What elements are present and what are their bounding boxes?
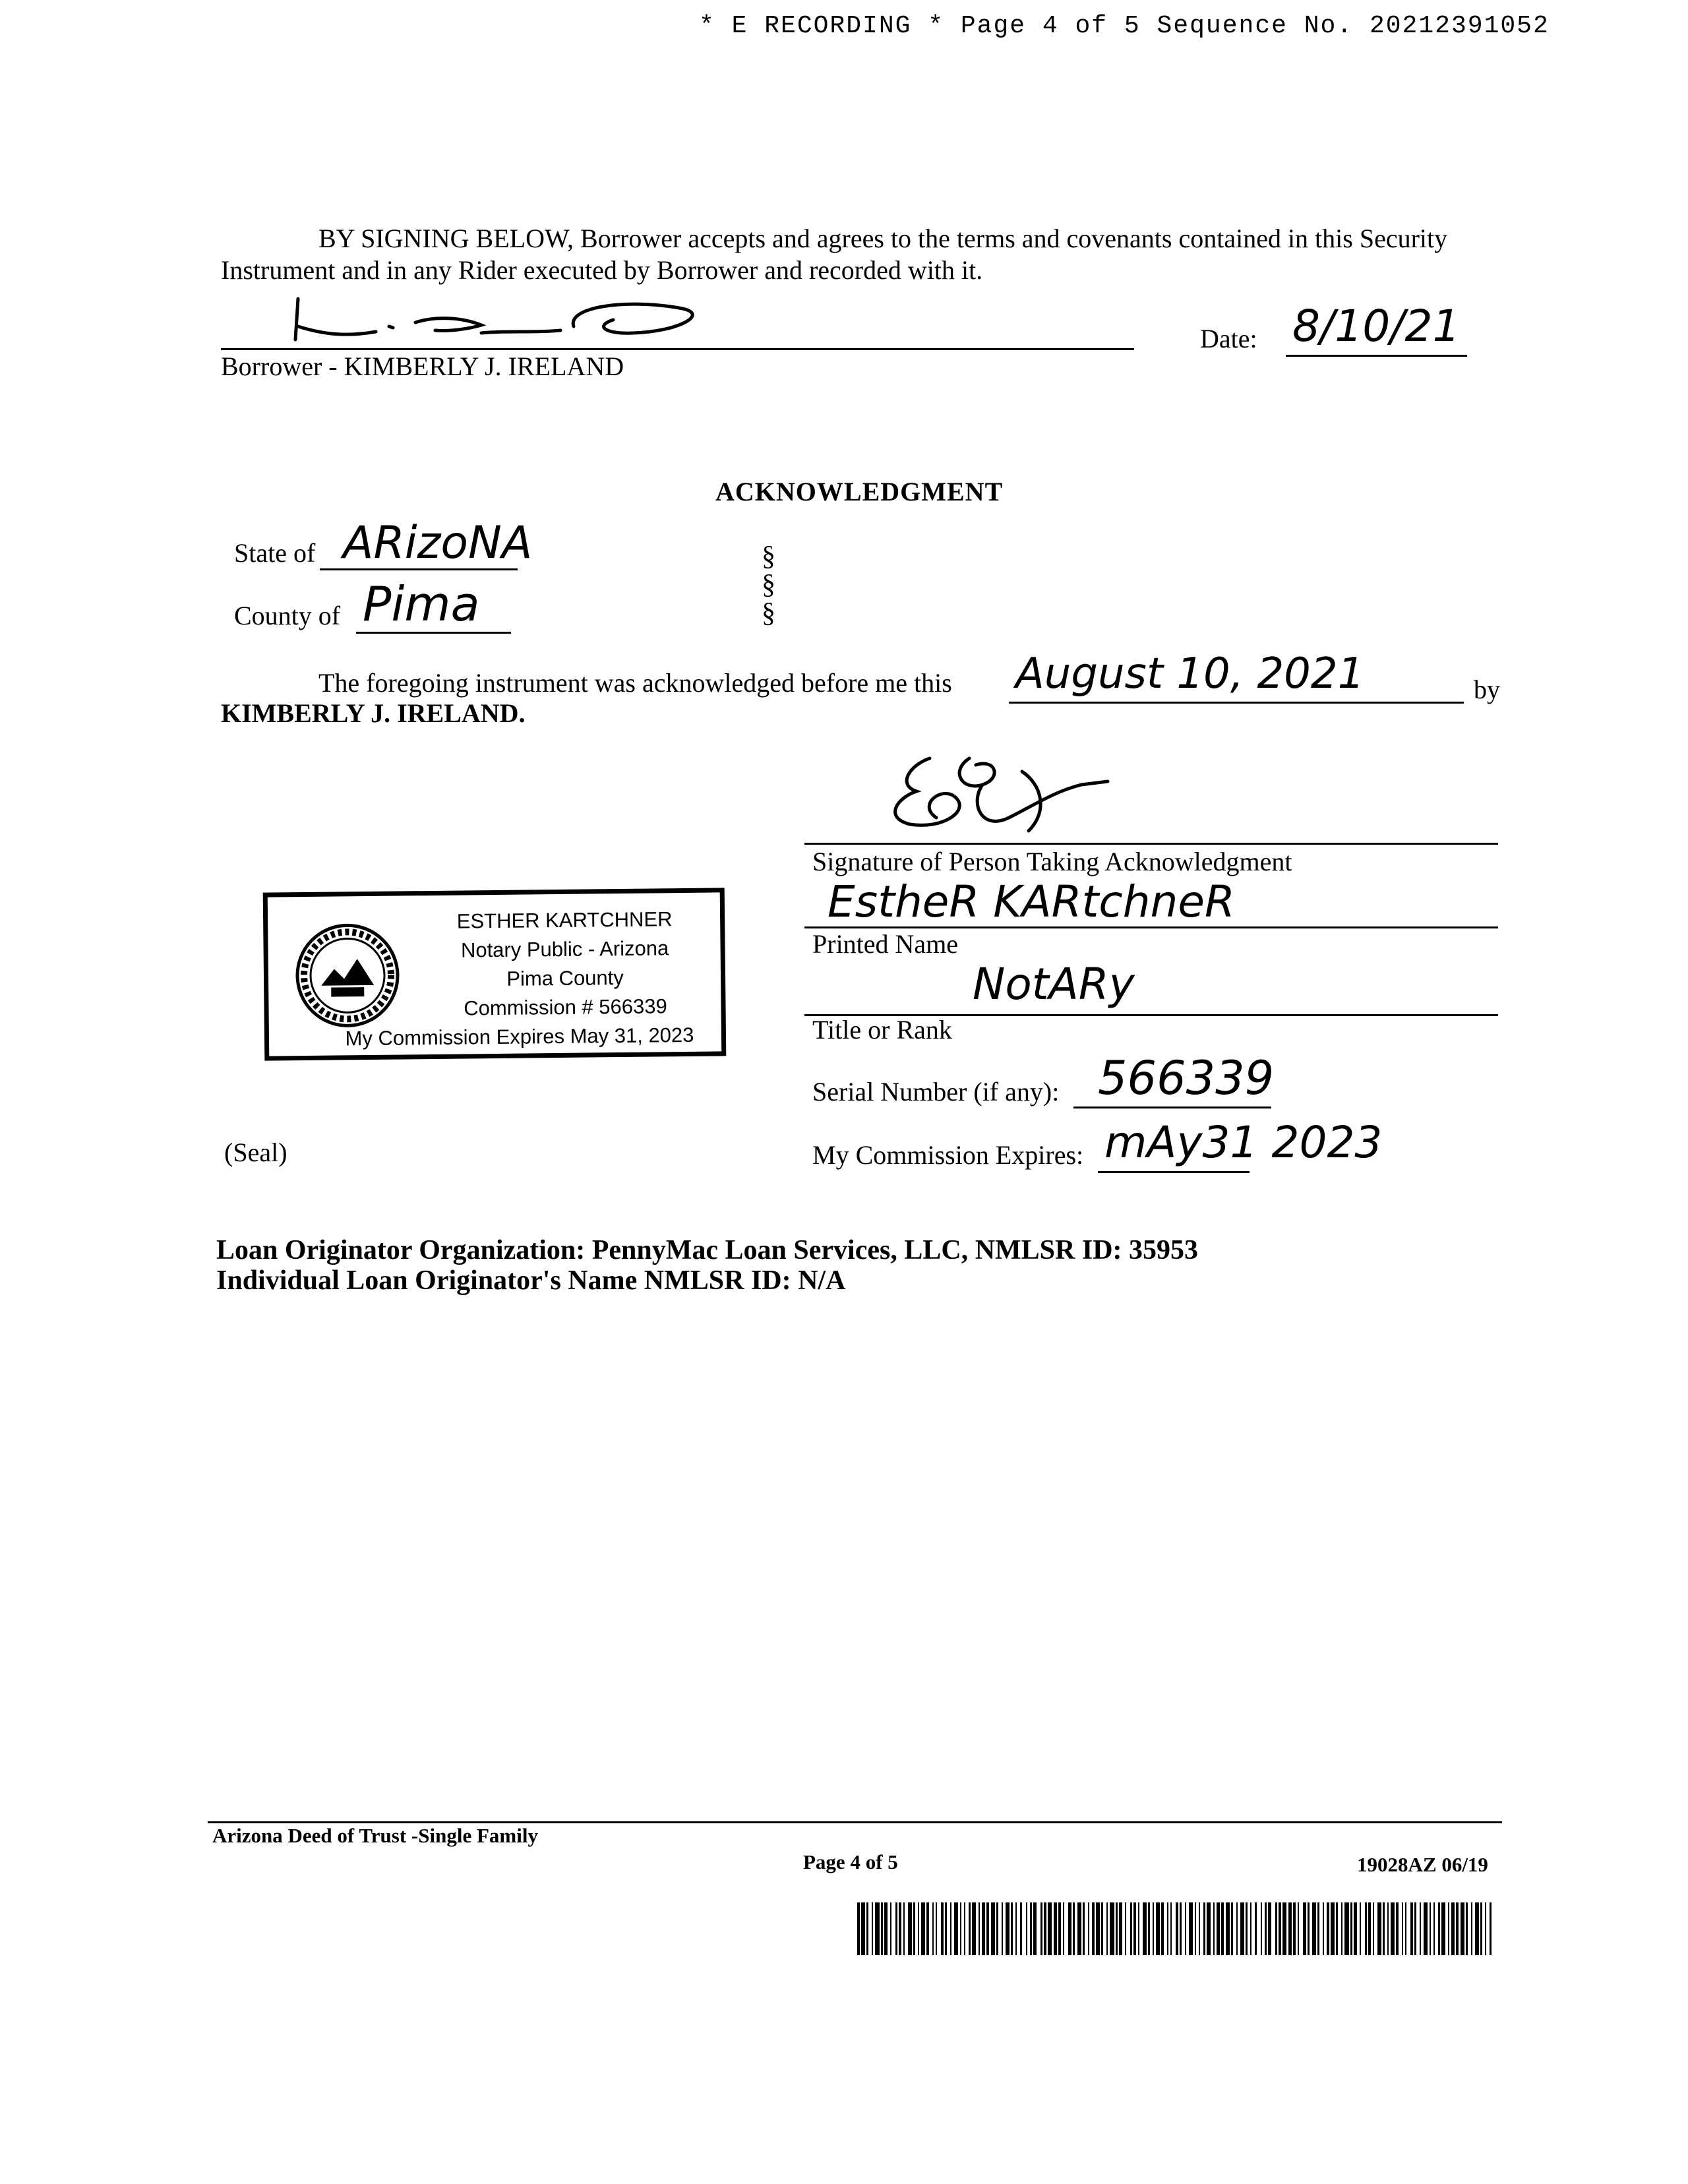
barcode-bar xyxy=(1054,1902,1057,1955)
date-label: Date: xyxy=(1200,324,1257,353)
barcode-bar xyxy=(1246,1902,1248,1955)
barcode-bar xyxy=(1101,1902,1103,1955)
barcode-bar xyxy=(1068,1902,1071,1955)
barcode-bar xyxy=(908,1902,912,1955)
barcode-bar xyxy=(861,1902,865,1955)
barcode-bar xyxy=(1368,1902,1371,1955)
barcode-bar xyxy=(1221,1902,1224,1955)
barcode-bar xyxy=(1040,1902,1042,1955)
stamp-line-name: ESTHER KARTCHNER xyxy=(456,907,673,933)
stamp-line-title: Notary Public - Arizona xyxy=(460,936,669,962)
section-mark-2: § xyxy=(762,570,775,600)
barcode-bar xyxy=(1130,1902,1132,1955)
barcode-bar xyxy=(1148,1902,1150,1955)
barcode-bar xyxy=(1451,1902,1455,1955)
barcode-bar xyxy=(1350,1902,1352,1955)
barcode-bar xyxy=(857,1902,860,1955)
barcode-bar xyxy=(1430,1902,1431,1955)
barcode-bar xyxy=(982,1902,985,1955)
barcode-bar xyxy=(1282,1902,1286,1955)
acknowledged-date: August 10, 2021 xyxy=(1015,650,1365,698)
barcode-bar xyxy=(1466,1902,1468,1955)
barcode-bar xyxy=(1410,1902,1413,1955)
notary-stamp xyxy=(263,888,727,1060)
barcode-bar xyxy=(1125,1902,1126,1955)
barcode-bar xyxy=(986,1902,989,1955)
barcode-bar xyxy=(1116,1902,1118,1955)
stamp-line-commission: Commission # 566339 xyxy=(464,994,667,1020)
borrower-signature xyxy=(284,293,771,349)
barcode-bar xyxy=(1471,1902,1472,1955)
barcode-bar xyxy=(1336,1902,1338,1955)
printed-name-label: Printed Name xyxy=(812,929,959,959)
barcode-bar xyxy=(1317,1902,1319,1955)
barcode-bar xyxy=(866,1902,868,1955)
barcode-bar xyxy=(964,1902,965,1955)
barcode-bar xyxy=(1240,1902,1244,1955)
barcode-bar xyxy=(1226,1902,1230,1955)
date-value: 8/10/21 xyxy=(1292,301,1461,351)
section-mark-1: § xyxy=(762,541,775,572)
barcode-bar xyxy=(1033,1902,1037,1955)
barcode-bar xyxy=(1268,1902,1271,1955)
borrower-intro-paragraph xyxy=(221,223,1507,286)
barcode-bar xyxy=(1308,1902,1310,1955)
barcode-bar xyxy=(1011,1902,1013,1955)
barcode-bar xyxy=(1156,1902,1160,1955)
footer-rule xyxy=(208,1821,1502,1823)
commission-line xyxy=(1098,1171,1250,1173)
barcode-bar xyxy=(960,1902,961,1955)
barcode-bar xyxy=(1424,1902,1428,1955)
commission-value: mAy31 2023 xyxy=(1104,1117,1383,1168)
barcode-bar xyxy=(1207,1902,1211,1955)
barcode-bar xyxy=(1026,1902,1027,1955)
barcode-bar xyxy=(1255,1902,1257,1955)
barcode-bar xyxy=(1250,1902,1251,1955)
barcode-bar xyxy=(1341,1902,1342,1955)
barcode-bar xyxy=(1176,1902,1178,1955)
title-label: Title or Rank xyxy=(812,1015,952,1045)
barcode-bar xyxy=(1323,1902,1324,1955)
barcode-bar xyxy=(1002,1902,1003,1955)
barcode-bar xyxy=(913,1902,915,1955)
barcode-bar xyxy=(1015,1902,1017,1955)
barcode-bar xyxy=(903,1902,905,1955)
page-number: Page 4 of 5 xyxy=(803,1850,898,1873)
barcode-bar xyxy=(936,1902,937,1955)
notary-signature xyxy=(870,745,1121,844)
barcode-bar xyxy=(895,1902,897,1955)
barcode-bar xyxy=(1303,1902,1306,1955)
acknowledged-date-line xyxy=(1009,702,1464,704)
signature-label: Signature of Person Taking Acknowledgment xyxy=(812,847,1292,876)
by-label: by xyxy=(1474,675,1500,704)
notary-signature-line xyxy=(804,843,1498,845)
barcode-bar xyxy=(1180,1902,1182,1955)
borrower-label: Borrower - KIMBERLY J. IRELAND xyxy=(221,351,624,381)
barcode-bar xyxy=(1327,1902,1329,1955)
barcode-bar xyxy=(1387,1902,1389,1955)
barcode-bar xyxy=(1073,1902,1075,1955)
barcode-bar xyxy=(1405,1902,1406,1955)
barcode-bar xyxy=(899,1902,901,1955)
acknowledgment-title: ACKNOWLEDGMENT xyxy=(715,477,1004,506)
barcode-bar xyxy=(1360,1902,1361,1955)
loan-originator-organization: Loan Originator Organization: PennyMac Loan Services, LLC, NMLSR ID: 35953 xyxy=(216,1235,1199,1265)
barcode-bar xyxy=(1231,1902,1233,1955)
barcode-bar xyxy=(1461,1902,1464,1955)
barcode-bar xyxy=(1044,1902,1046,1955)
arizona-seal-icon xyxy=(294,923,401,1029)
barcode-bar xyxy=(1030,1902,1032,1955)
barcode-bar xyxy=(972,1902,976,1955)
commission-label: My Commission Expires: xyxy=(812,1140,1084,1170)
barcode-bar xyxy=(918,1902,919,1955)
barcode-bar xyxy=(1199,1902,1200,1955)
barcode-bar xyxy=(932,1902,934,1955)
barcode-bar xyxy=(1185,1902,1186,1955)
foregoing-text: The foregoing instrument was acknowledged before me this xyxy=(318,668,952,698)
barcode-bar xyxy=(1480,1902,1482,1955)
section-mark-3: § xyxy=(762,598,775,628)
barcode-bar xyxy=(872,1902,873,1955)
barcode-bar xyxy=(1391,1902,1395,1955)
barcode-bar xyxy=(1161,1902,1164,1955)
serial-label: Serial Number (if any): xyxy=(812,1077,1060,1107)
barcode-bar xyxy=(1344,1902,1349,1955)
barcode-bar xyxy=(1063,1902,1064,1955)
barcode-bar xyxy=(941,1902,944,1955)
serial-value: 566339 xyxy=(1098,1051,1275,1105)
barcode-bar xyxy=(1485,1902,1486,1955)
barcode-bar xyxy=(979,1902,980,1955)
recording-header: * E RECORDING * Page 4 of 5 Sequence No. 20212391052 xyxy=(699,12,1550,40)
barcode-bar xyxy=(1153,1902,1154,1955)
county-label: County of xyxy=(234,601,341,630)
barcode-bar xyxy=(1189,1902,1193,1955)
barcode-bar xyxy=(1138,1902,1139,1955)
barcode-bar xyxy=(1383,1902,1385,1955)
barcode-bar xyxy=(1213,1902,1215,1955)
state-line xyxy=(320,568,518,570)
barcode-bar xyxy=(954,1902,958,1955)
barcode-bar xyxy=(1088,1902,1089,1955)
barcode-bar xyxy=(1414,1902,1416,1955)
seal-label: (Seal) xyxy=(224,1138,287,1167)
barcode-bar xyxy=(996,1902,998,1955)
barcode-bar xyxy=(1133,1902,1136,1955)
serial-line xyxy=(1073,1107,1271,1108)
barcode-bar xyxy=(1236,1902,1238,1955)
barcode-bar xyxy=(1106,1902,1108,1955)
title-value: NotARy xyxy=(973,959,1135,1010)
county-line xyxy=(356,632,511,634)
state-value: ARizoNA xyxy=(343,517,533,569)
form-code: 19028AZ 06/19 xyxy=(1357,1853,1488,1876)
barcode-bar xyxy=(1092,1902,1095,1955)
barcode-bar xyxy=(1167,1902,1168,1955)
state-label: State of xyxy=(234,538,316,568)
barcode-bar xyxy=(1456,1902,1459,1955)
barcode-bar xyxy=(1490,1902,1492,1955)
barcode-bar xyxy=(890,1902,891,1955)
county-value: Pima xyxy=(363,576,480,632)
barcode-bar xyxy=(1261,1902,1262,1955)
barcode-bar xyxy=(1448,1902,1449,1955)
barcode-bar xyxy=(1006,1902,1010,1955)
barcode-bar xyxy=(950,1902,951,1955)
borrower-signature-line xyxy=(221,348,1134,350)
intro-text: BY SIGNING BELOW, Borrower accepts and agrees to the terms and covenants contained in this Security Instrument and in any Rider executed by Borrower and recorded with it. xyxy=(221,224,1448,285)
barcode-bar xyxy=(1438,1902,1440,1955)
barcode-bar xyxy=(1365,1902,1367,1955)
barcode-bar xyxy=(1293,1902,1296,1955)
barcode-bar xyxy=(1475,1902,1479,1955)
barcode-bar xyxy=(1275,1902,1277,1955)
barcode-bar xyxy=(1077,1902,1081,1955)
barcode-bar xyxy=(1217,1902,1220,1955)
stamp-line-county: Pima County xyxy=(506,965,624,990)
barcode-bar xyxy=(969,1902,971,1955)
barcode-bar xyxy=(1083,1902,1085,1955)
barcode-bar xyxy=(1377,1902,1381,1955)
barcode-bar xyxy=(1288,1902,1292,1955)
barcode-bar xyxy=(945,1902,947,1955)
barcode-bar xyxy=(991,1902,995,1955)
barcode-bar xyxy=(1331,1902,1335,1955)
barcode-bar xyxy=(921,1902,925,1955)
barcode-bar xyxy=(1354,1902,1357,1955)
date-line xyxy=(1286,355,1467,357)
barcode-bar xyxy=(1119,1902,1122,1955)
barcode-bar xyxy=(1373,1902,1374,1955)
barcode-bar xyxy=(1143,1902,1147,1955)
barcode-bar xyxy=(1058,1902,1061,1955)
barcode-bar xyxy=(1195,1902,1196,1955)
barcode-bar xyxy=(1110,1902,1114,1955)
barcode-bar xyxy=(1265,1902,1267,1955)
barcode xyxy=(857,1902,1495,1955)
barcode-bar xyxy=(1048,1902,1052,1955)
barcode-bar xyxy=(1096,1902,1100,1955)
form-title: Arizona Deed of Trust -Single Family xyxy=(212,1824,538,1847)
barcode-bar xyxy=(1020,1902,1022,1955)
barcode-bar xyxy=(1402,1902,1403,1955)
barcode-bar xyxy=(884,1902,888,1955)
barcode-bar xyxy=(1396,1902,1399,1955)
barcode-bar xyxy=(881,1902,883,1955)
barcode-bar xyxy=(1279,1902,1281,1955)
barcode-bar xyxy=(1170,1902,1172,1955)
acknowledged-person: KIMBERLY J. IRELAND. xyxy=(221,698,526,728)
stamp-line-expires: My Commission Expires May 31, 2023 xyxy=(345,1023,694,1050)
barcode-bar xyxy=(875,1902,880,1955)
barcode-bar xyxy=(1441,1902,1445,1955)
barcode-bar xyxy=(1420,1902,1421,1955)
barcode-bar xyxy=(1203,1902,1205,1955)
printed-name-value: EstheR KARtchneR xyxy=(828,876,1235,927)
barcode-bar xyxy=(1298,1902,1299,1955)
barcode-bar xyxy=(1312,1902,1316,1955)
individual-loan-originator: Individual Loan Originator's Name NMLSR ID: N/A xyxy=(216,1265,846,1296)
barcode-bar xyxy=(926,1902,929,1955)
barcode-bar xyxy=(1433,1902,1435,1955)
